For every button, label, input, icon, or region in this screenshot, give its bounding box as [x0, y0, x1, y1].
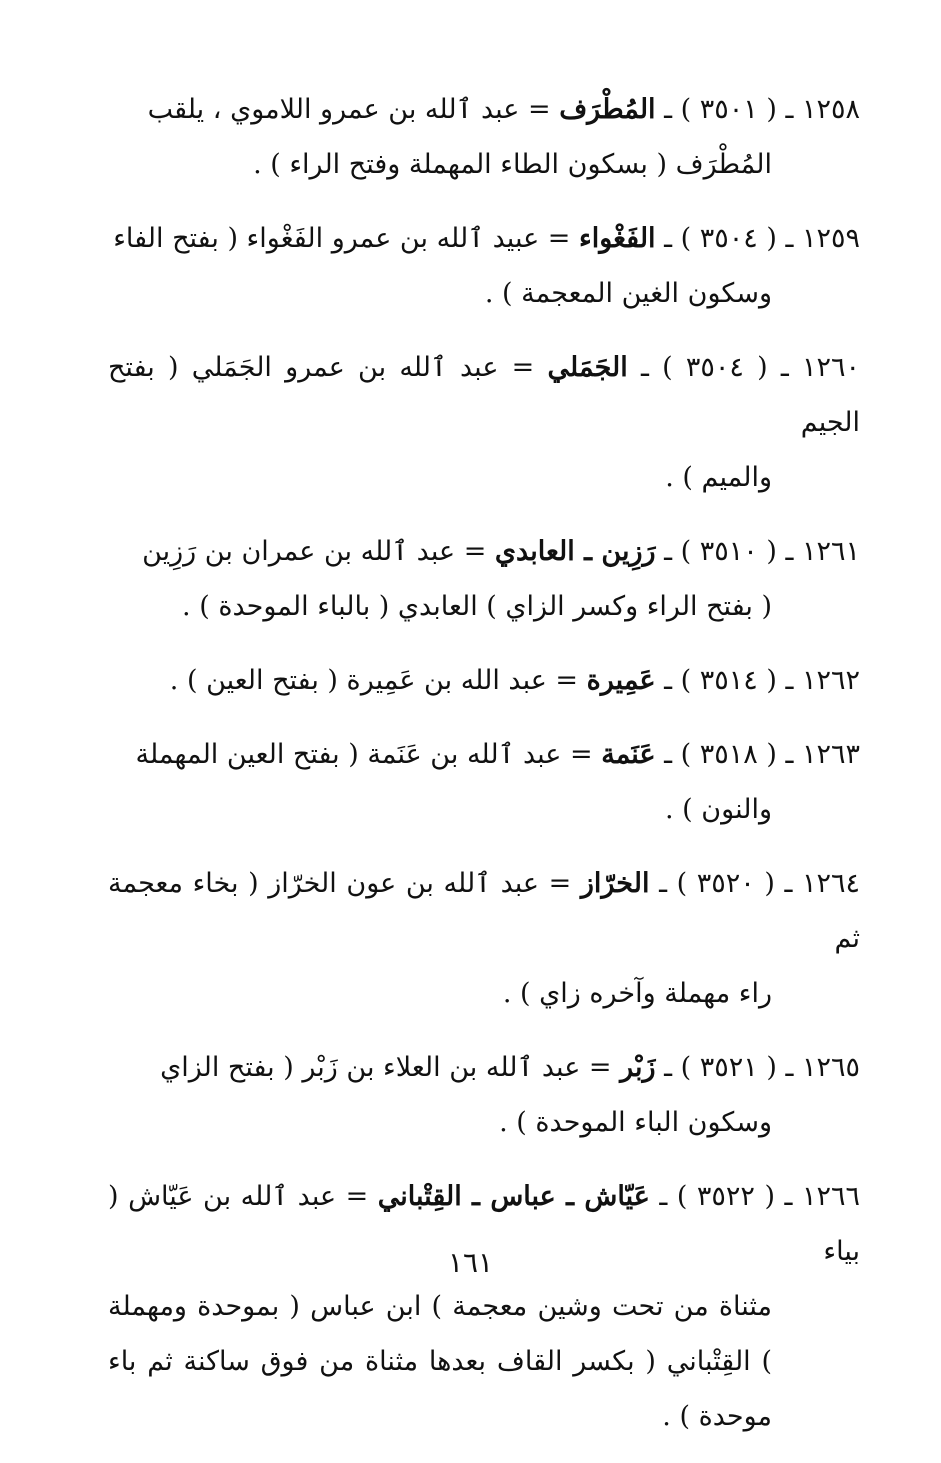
entry-text: = عبيد ٱلله بن عمرو الفَغْواء ( بفتح الفاء [113, 223, 579, 254]
entry-1262 [108, 653, 860, 708]
entry-name: زَبْر [620, 1052, 656, 1083]
entry-continuation: والميم ) . [665, 462, 772, 493]
entry-continuation: مثناة من تحت وشين معجمة ) ابن عباس ( بموحدة ومهملة ) القِتْباني ( بكسر القاف بعدها مثناة من فوق ساكنة ثم باء موحدة ) . [108, 1291, 772, 1432]
entry-text: = عبد الله بن عَمِيرة ( بفتح العين ) . [169, 665, 587, 696]
entry-continuation: راء مهملة وآخره زاي ) . [502, 978, 772, 1009]
entry-continuation: ( بفتح الراء وكسر الزاي ) العابدي ( بالباء الموحدة ) . [182, 591, 772, 622]
entry-name: عَيّاش ـ عباس ـ القِتْباني [377, 1181, 650, 1212]
entry-continuation: المُطْرَف ( بسكون الطاء المهملة وفتح الراء ) . [253, 149, 772, 180]
entry-number: ١٢٦٣ ـ ( ٣٥١٨ ) ـ [655, 739, 860, 770]
entry-name: عَنَمة [601, 739, 656, 770]
entry-name: الفَغْواء [579, 223, 656, 254]
entry-text: = عبد ٱلله بن عون الخرّاز ( بخاء معجمة ثم [108, 868, 860, 954]
entry-number: ١٢٦٠ ـ ( ٣٥٠٤ ) ـ [627, 352, 861, 383]
entry-text: = عبد ٱلله بن عَيّاش ( بياء [108, 1181, 860, 1267]
entry-continuation: وسكون الباء الموحدة ) . [499, 1107, 772, 1138]
entry-name: عَمِيرة [586, 665, 656, 696]
entry-name: رَزِين ـ العابدي [494, 536, 656, 567]
entry-number: ١٢٦٥ ـ ( ٣٥٢١ ) ـ [655, 1052, 860, 1083]
entry-1265 [108, 1040, 860, 1150]
entry-number: ١٢٥٩ ـ ( ٣٥٠٤ ) ـ [655, 223, 860, 254]
entry-text: = عبد ٱلله بن العلاء بن زَبْر ( بفتح الزاي [160, 1052, 621, 1083]
entry-number: ١٢٦٦ ـ ( ٣٥٢٢ ) ـ [649, 1181, 860, 1212]
entry-text: = عبد ٱلله بن عمران بن رَزِين [142, 536, 495, 567]
entry-1259 [108, 211, 860, 321]
entry-name: الجَمَلي [547, 352, 628, 383]
entry-1260 [108, 340, 860, 505]
entry-text: = عبد ٱلله بن عَنَمة ( بفتح العين المهملة [135, 739, 602, 770]
entry-1266 [108, 1169, 860, 1444]
entry-1264 [108, 856, 860, 1021]
entry-1258 [108, 82, 860, 192]
entry-text: = عبد ٱلله بن عمرو الجَمَلي ( بفتح الجيم [108, 352, 860, 438]
entry-number: ١٢٦٤ ـ ( ٣٥٢٠ ) ـ [649, 868, 860, 899]
entry-1263 [108, 727, 860, 837]
entry-number: ١٢٥٨ ـ ( ٣٥٠١ ) ـ [655, 94, 860, 125]
entry-continuation: والنون ) . [665, 794, 772, 825]
entry-continuation: وسكون الغين المعجمة ) . [484, 278, 772, 309]
entry-name: الخرّاز [580, 868, 650, 899]
entry-number: ١٢٦١ ـ ( ٣٥١٠ ) ـ [655, 536, 860, 567]
entry-name: المُطْرَف [559, 94, 656, 125]
entry-1261 [108, 524, 860, 634]
entry-number: ١٢٦٢ ـ ( ٣٥١٤ ) ـ [655, 665, 860, 696]
entry-text: = عبد ٱلله بن عمرو اللاموي ، يلقب [147, 94, 560, 125]
page-number: ١٦١ [447, 1246, 494, 1279]
